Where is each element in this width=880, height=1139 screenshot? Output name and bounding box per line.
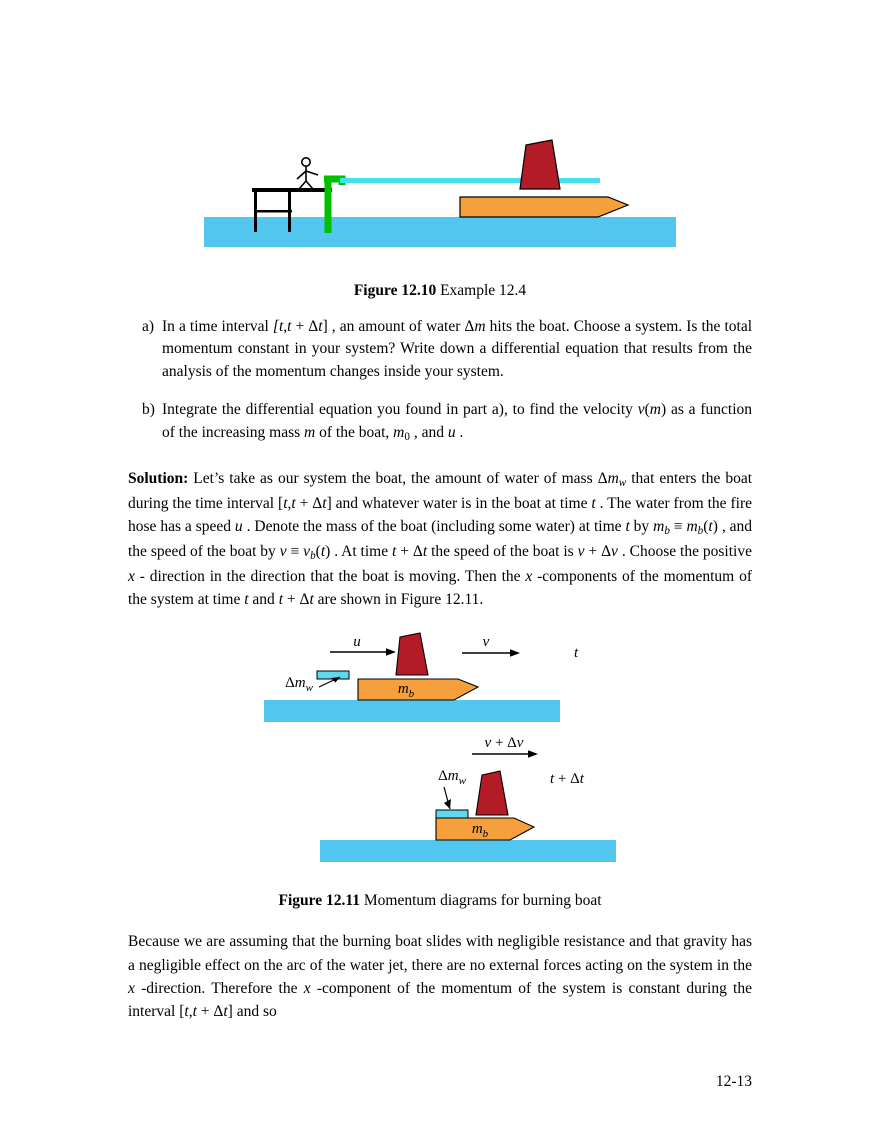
label-v: v (482, 634, 490, 651)
list-item-body-b: Integrate the differential equation you found in part a), to find the velocity v(m) as a function of the increasing mass m of the boat, $m_0$ , and u . (162, 401, 753, 443)
label-mb-top: $m_b$ (397, 681, 415, 701)
page-number: 12-13 (715, 1073, 752, 1090)
boat-hull (460, 197, 628, 217)
label-u: u (353, 634, 361, 651)
arrow-u-head (386, 649, 396, 657)
list-item-marker-a: a) (142, 318, 155, 335)
figure-12-10-caption (128, 282, 752, 300)
label-delta-mw-top: $\Delta m_w$ (285, 675, 313, 695)
water-band-top (264, 700, 560, 722)
water-jet (340, 178, 600, 183)
figure-12-10-illustration (128, 105, 752, 270)
figure-12-11 (128, 625, 752, 880)
figure-12-11-caption-text: Momentum diagrams for burning boat (363, 892, 602, 910)
label-time-t-plus-dt: t + Δt (550, 771, 584, 788)
solution-label: Solution: (128, 470, 189, 488)
figure-12-10-caption-text: Example 12.4 (440, 282, 527, 299)
page-content (128, 60, 752, 1023)
dock-crossbar (254, 210, 292, 213)
list-item (128, 399, 752, 445)
person-head (302, 158, 310, 166)
figure-12-10-caption-label: Figure 12.10 (353, 282, 437, 299)
closing-paragraph: Because we are assuming that the burning boat slides with negligible resistance and that gravity has a negligible effect on the arc of the water jet, there are no external forces acting on the system in the x -direction. Therefore the x -component of the momentum of the system is constant during the interval [t,t + Δt] and so (128, 933, 752, 1021)
label-v-plus-dv: v + Δv (484, 735, 524, 752)
label-delta-mw-bottom: $\Delta m_w$ (438, 768, 466, 788)
boat-sail-top (396, 633, 428, 675)
arrow-v-dv-head (528, 751, 538, 759)
list-item-marker-b: b) (142, 401, 155, 419)
figure-12-11-caption (128, 892, 752, 910)
label-time-t: t (574, 645, 579, 662)
label-mb-bottom: $m_b$ (471, 821, 489, 841)
person-arm-left (297, 171, 306, 179)
water-band (204, 217, 676, 247)
figure-12-11-illustration (128, 625, 752, 880)
boat-sail (520, 140, 560, 189)
boat-sail-bottom (476, 771, 508, 815)
boat-hull-top (358, 679, 478, 700)
person-leg-right (306, 181, 313, 189)
water-band-bottom (320, 840, 616, 862)
person-arm-right (306, 171, 318, 175)
arrow-v-head (510, 650, 520, 658)
figure-12-10 (128, 105, 752, 270)
list-item (128, 316, 752, 383)
list-item-body-a: In a time interval [t,t + Δt] , an amount of water Δm hits the boat. Choose a system. Is the total momentum constant in your system? Write down a differential equation that results from the analysis of the momentum changes inside your system. (162, 318, 752, 380)
solution-paragraph: Solution: Let’s take as our system the boat, the amount of water of mass $\Delta m_w$ that enters the boat during the time interval [t,t + Δt] and whatever water is in the boat at time t . The water from the fire hose has a speed u . Denote the mass of the boat (including some water) at time t by $m_b \equiv m_b(t)$ , and the speed of the boat by $v \equiv v_b(t)$ . At time t + Δt the speed of the boat is v + Δv . Choose the positive x - direction in the direction that the boat is moving. Then the x -components of the momentum of the system at time t and t + Δt are shown in Figure 12.11. (128, 470, 753, 609)
dock-top (252, 188, 332, 192)
figure-12-11-caption-label: Figure 12.11 (278, 892, 361, 910)
water-parcel-bottom (436, 810, 468, 818)
person-leg-left (299, 181, 306, 189)
